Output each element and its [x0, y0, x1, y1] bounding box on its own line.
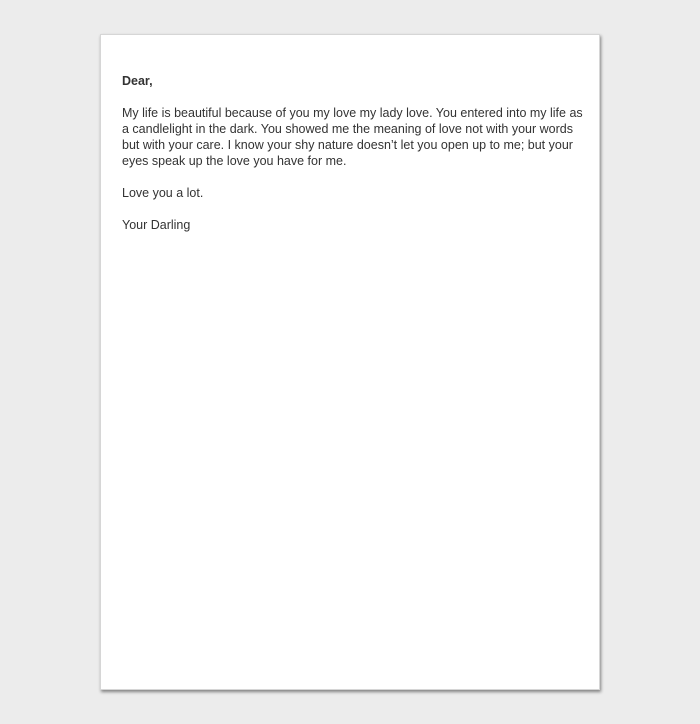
letter-salutation: Dear, — [122, 74, 153, 88]
letter-content — [122, 73, 584, 233]
letter-body: My life is beautiful because of you my love my lady love. You entered into my life as a candlelight in the dark. You showed me the meaning of love not with your words but with your care. I know your shy nature doesn’t let you open up to me; but your eyes speak up the love you have for me. — [122, 106, 583, 168]
letter-closing: Love you a lot. — [122, 186, 204, 200]
letter-page — [100, 34, 600, 690]
letter-signature: Your Darling — [122, 218, 191, 232]
